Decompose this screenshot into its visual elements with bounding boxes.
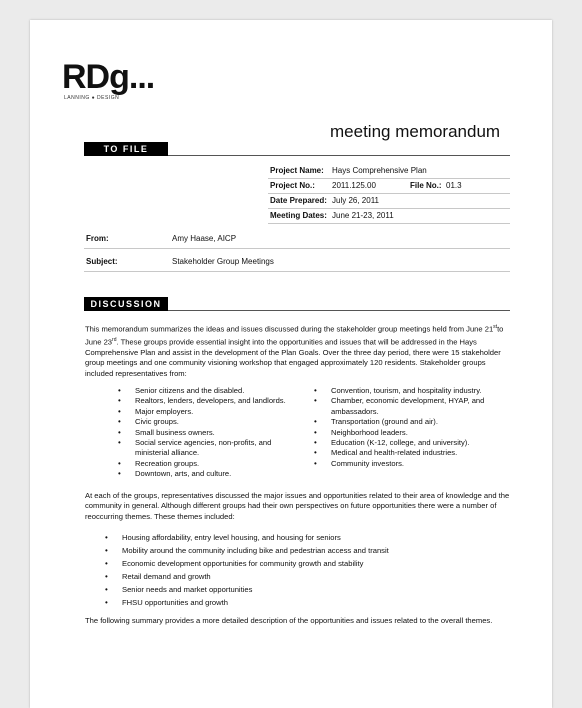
project-name-label: Project Name: bbox=[270, 166, 324, 175]
list-item: • Social service agencies, non-profits, and ministerial alliance. bbox=[118, 438, 298, 459]
meeting-dates-label: Meeting Dates: bbox=[270, 211, 327, 220]
groups-right-list bbox=[314, 386, 494, 469]
from-value: Amy Haase, AICP bbox=[172, 234, 237, 243]
file-no-label: File No.: bbox=[410, 181, 442, 190]
themes-intro-paragraph: At each of the groups, representatives discussed the major issues and opportunities related to their area of knowledge and the community in general. Although different groups had their own perspectives on future opportunities there were a number of reoccurring themes. These themes included: bbox=[85, 491, 510, 521]
list-item: • Senior citizens and the disabled. bbox=[118, 386, 298, 396]
logo-mark: RDg... bbox=[62, 58, 155, 96]
list-item: • Major employers. bbox=[118, 407, 298, 417]
project-name-value: Hays Comprehensive Plan bbox=[332, 166, 427, 175]
from-label: From: bbox=[86, 234, 109, 243]
list-item: • Economic development opportunities for community growth and stability bbox=[105, 557, 485, 570]
logo-tagline: LANNING ● DESIGN bbox=[64, 95, 120, 101]
subject-value: Stakeholder Group Meetings bbox=[172, 257, 274, 266]
list-item: • Senior needs and market opportunities bbox=[105, 583, 485, 596]
list-item: • Neighborhood leaders. bbox=[314, 428, 494, 438]
list-item: • Realtors, lenders, developers, and landlords. bbox=[118, 396, 298, 406]
meeting-dates-row bbox=[268, 209, 510, 224]
project-no-label: Project No.: bbox=[270, 181, 315, 190]
discussion-bar: DISCUSSION bbox=[84, 297, 168, 311]
list-item: • Recreation groups. bbox=[118, 459, 298, 469]
meeting-dates-value: June 21-23, 2011 bbox=[332, 211, 394, 220]
project-name-row bbox=[268, 164, 510, 179]
list-item: • Community investors. bbox=[314, 459, 494, 469]
from-row bbox=[84, 232, 510, 249]
project-no-value: 2011.125.00 bbox=[332, 181, 376, 190]
list-item: • Retail demand and growth bbox=[105, 570, 485, 583]
list-item: • FHSU opportunities and growth bbox=[105, 596, 485, 609]
list-item: • Small business owners. bbox=[118, 428, 298, 438]
list-item: • Civic groups. bbox=[118, 417, 298, 427]
list-item: • Transportation (ground and air). bbox=[314, 417, 494, 427]
to-file-rule bbox=[168, 155, 510, 156]
memo-title: meeting memorandum bbox=[330, 122, 501, 141]
list-item: • Mobility around the community including bike and pedestrian access and transit bbox=[105, 544, 485, 557]
subject-label: Subject: bbox=[86, 257, 118, 266]
date-prepared-label: Date Prepared: bbox=[270, 196, 327, 205]
themes-list bbox=[105, 531, 485, 609]
file-no-value: 01.3 bbox=[446, 181, 462, 190]
project-no-row bbox=[268, 179, 510, 194]
date-prepared-row bbox=[268, 194, 510, 209]
list-item: • Chamber, economic development, HYAP, and ambassadors. bbox=[314, 396, 494, 417]
list-item: • Education (K-12, college, and university). bbox=[314, 438, 494, 448]
company-logo bbox=[62, 60, 154, 101]
list-item: • Downtown, arts, and culture. bbox=[118, 469, 298, 479]
intro-paragraph: This memorandum summarizes the ideas and issues discussed during the stakeholder group meetings held from June 21stto June 23rd. These groups provide essential insight into the opportunities and issues that will be addressed in the Hays Comprehensive Plan and assist in the development of the Plan Goals. Over the three day period, there were 15 stakeholder group meetings and one community visioning workshop that engaged approximately 120 residents. Stakeholder groups included representatives from: bbox=[85, 324, 504, 378]
list-item: • Housing affordability, entry level housing, and housing for seniors bbox=[105, 531, 485, 544]
list-item: • Medical and health-related industries. bbox=[314, 448, 494, 458]
discussion-rule bbox=[168, 310, 510, 311]
list-item: • Convention, tourism, and hospitality industry. bbox=[314, 386, 494, 396]
date-prepared-value: July 26, 2011 bbox=[332, 196, 379, 205]
project-info-table bbox=[268, 164, 510, 224]
to-file-bar: TO FILE bbox=[84, 142, 168, 156]
closing-paragraph: The following summary provides a more detailed description of the opportunities and issues related to the overall themes. bbox=[85, 616, 493, 625]
subject-row bbox=[84, 255, 510, 272]
groups-left-list bbox=[118, 386, 298, 480]
